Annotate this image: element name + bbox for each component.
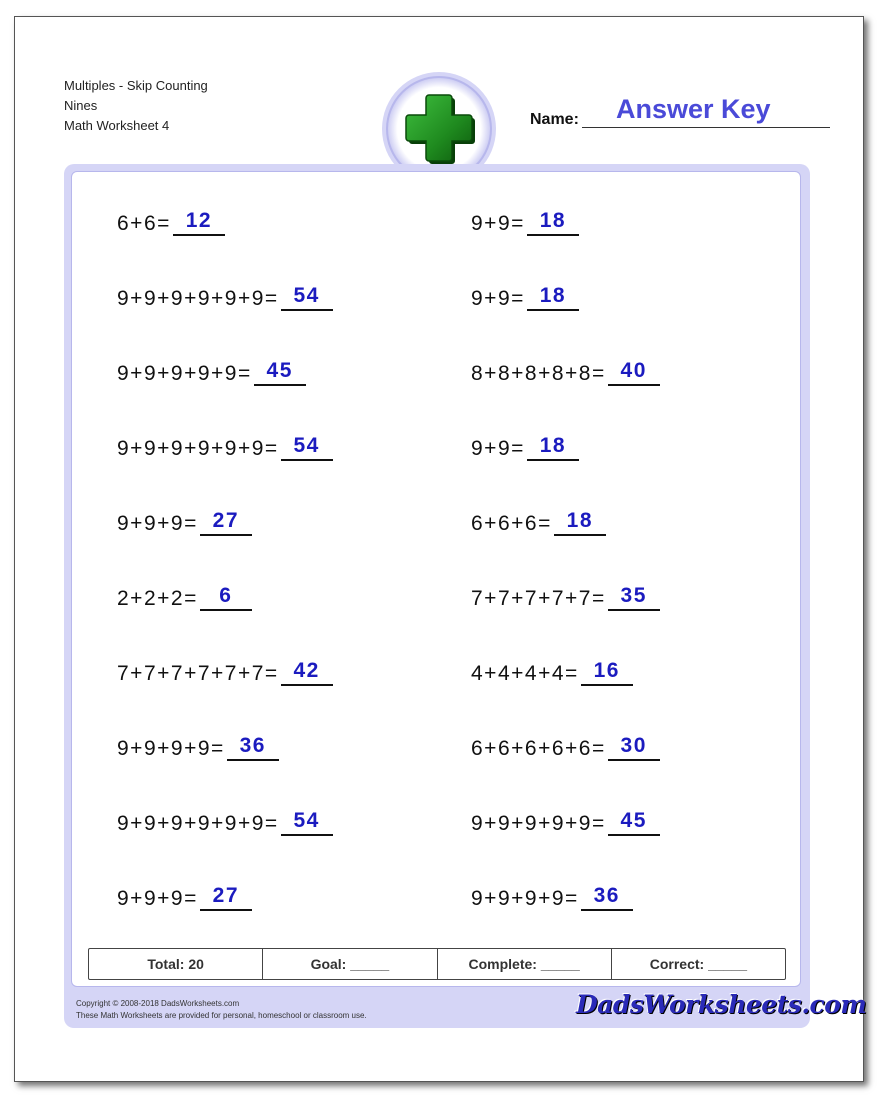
problem-expression: 7+7+7+7+7=	[471, 587, 606, 610]
problem-left-7	[117, 658, 333, 690]
copyright-line: Copyright © 2008-2018 DadsWorksheets.com	[76, 999, 240, 1008]
problem-expression: 8+8+8+8+8=	[471, 362, 606, 385]
problem-right-1	[471, 208, 579, 240]
answer-key-title: Answer Key	[616, 94, 771, 124]
problem-left-9	[117, 808, 333, 840]
problem-right-4	[471, 433, 579, 465]
heading-worksheet-number: Math Worksheet 4	[64, 118, 170, 133]
problem-expression: 9+9+9+9=	[117, 737, 225, 760]
problem-expression: 6+6+6+6+6=	[471, 737, 606, 760]
copyright-notice	[76, 998, 367, 1022]
problem-answer: 36	[581, 883, 633, 911]
problem-expression: 4+4+4+4=	[471, 662, 579, 685]
problem-expression: 9+9+9+9+9+9=	[117, 812, 279, 835]
score-total: Total: 20	[147, 956, 204, 972]
problem-right-5	[471, 508, 606, 540]
problem-answer: 27	[200, 883, 252, 911]
problem-right-6	[471, 583, 660, 615]
problems-frame	[64, 164, 867, 1028]
problem-expression: 9+9+9+9=	[471, 887, 579, 910]
problem-expression: 7+7+7+7+7+7=	[117, 662, 279, 685]
problem-answer: 35	[608, 583, 660, 611]
name-line	[582, 127, 830, 128]
problem-answer: 30	[608, 733, 660, 761]
problem-expression: 9+9+9+9+9+9=	[117, 287, 279, 310]
problem-left-1	[117, 208, 225, 240]
problem-left-5	[117, 508, 252, 540]
problem-expression: 9+9+9+9+9+9=	[117, 437, 279, 460]
problem-answer: 45	[608, 808, 660, 836]
problem-answer: 40	[608, 358, 660, 386]
problem-left-10	[117, 883, 252, 915]
problem-expression: 6+6+6=	[471, 512, 552, 535]
problem-right-2	[471, 283, 579, 315]
problem-answer: 18	[527, 433, 579, 461]
problem-right-8	[471, 733, 660, 765]
problem-right-9	[471, 808, 660, 840]
problem-left-8	[117, 733, 279, 765]
problem-answer: 16	[581, 658, 633, 686]
problem-answer: 18	[527, 283, 579, 311]
problems-area	[71, 171, 801, 987]
problem-expression: 9+9=	[471, 212, 525, 235]
problem-expression: 9+9+9+9+9=	[117, 362, 252, 385]
problem-answer: 45	[254, 358, 306, 386]
problem-right-10	[471, 883, 633, 915]
problem-answer: 42	[281, 658, 333, 686]
problem-answer: 6	[200, 583, 252, 611]
problem-expression: 9+9=	[471, 287, 525, 310]
problem-right-7	[471, 658, 633, 690]
problem-left-4	[117, 433, 333, 465]
worksheet-heading	[64, 76, 208, 136]
problem-left-2	[117, 283, 333, 315]
problem-expression: 6+6=	[117, 212, 171, 235]
problem-answer: 12	[173, 208, 225, 236]
problem-left-3	[117, 358, 306, 390]
name-label: Name:	[530, 111, 579, 128]
problem-answer: 54	[281, 808, 333, 836]
problem-expression: 9+9+9+9+9=	[471, 812, 606, 835]
problem-expression: 9+9+9=	[117, 512, 198, 535]
problem-expression: 2+2+2=	[117, 587, 198, 610]
problem-right-3	[471, 358, 660, 390]
problem-answer: 18	[527, 208, 579, 236]
heading-subtopic: Nines	[64, 98, 98, 113]
usage-line: These Math Worksheets are provided for personal, homeschool or classroom use.	[76, 1011, 367, 1020]
problem-answer: 27	[200, 508, 252, 536]
brand-logo: DadsWorksheets.com	[576, 990, 867, 1019]
score-table	[88, 948, 786, 980]
problem-answer: 54	[281, 433, 333, 461]
problem-answer: 36	[227, 733, 279, 761]
problem-expression: 9+9=	[471, 437, 525, 460]
problem-left-6	[117, 583, 252, 615]
problem-answer: 54	[281, 283, 333, 311]
score-goal: Goal: _____	[262, 949, 436, 979]
problem-expression: 9+9+9=	[117, 887, 198, 910]
score-correct: Correct: _____	[611, 949, 785, 979]
name-field	[530, 94, 832, 130]
score-complete: Complete: _____	[437, 949, 611, 979]
problem-answer: 18	[554, 508, 606, 536]
heading-topic: Multiples - Skip Counting	[64, 78, 208, 93]
